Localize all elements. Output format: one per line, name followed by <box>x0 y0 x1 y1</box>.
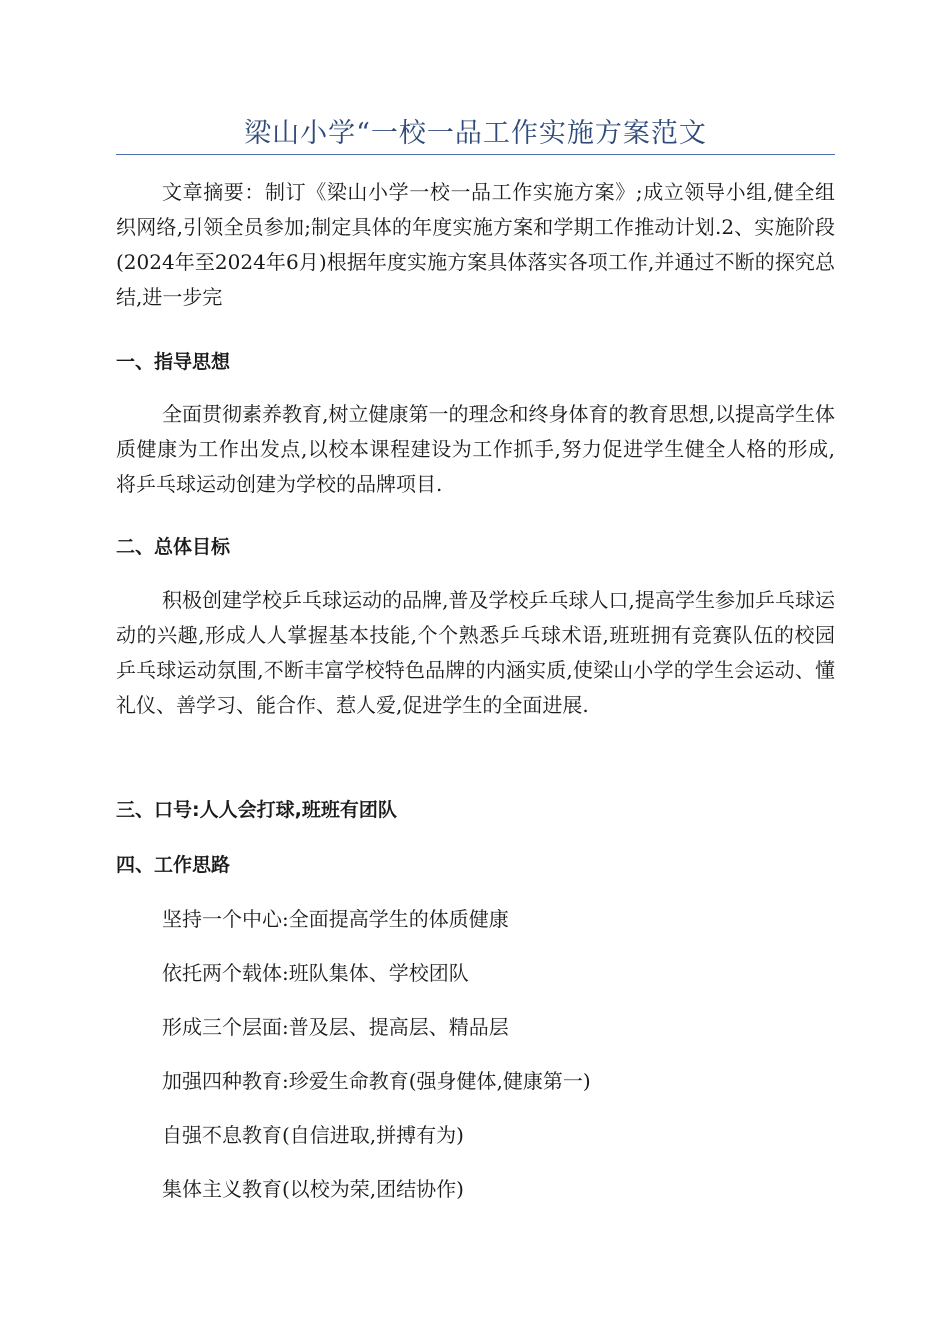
work-approach-item: 形成三个层面:普及层、提高层、精品层 <box>162 1015 509 1039</box>
section-heading-overall-goal: 二、总体目标 <box>116 536 231 558</box>
work-approach-item: 坚持一个中心:全面提高学生的体质健康 <box>162 907 509 931</box>
section-body-overall-goal: 积极创建学校乒乓球运动的品牌,普及学校乒乓球人口,提高学生参加乒乓球运动的兴趣,形成人人掌握基本技能,个个熟悉乒乓球术语,班班拥有竞赛队伍的校园乒乓球运动氛围,不断丰富学校特色品牌的内涵实质,使梁山小学的学生会运动、懂礼仪、善学习、能合作、惹人爱,促进学生的全面进展. <box>116 588 835 717</box>
section-body-guiding-ideology: 全面贯彻素养教育,树立健康第一的理念和终身体育的教育思想,以提高学生体质健康为工作出发点,以校本课程建设为工作抓手,努力促进学生健全人格的形成,将乒乓球运动创建为学校的品牌项目. <box>116 402 835 496</box>
work-approach-item: 依托两个载体:班队集体、学校团队 <box>162 961 469 985</box>
work-approach-item: 加强四种教育:珍爱生命教育(强身健体,健康第一) <box>162 1069 591 1093</box>
section-heading-guiding-ideology: 一、指导思想 <box>116 351 231 373</box>
section-heading-slogan: 三、口号:人人会打球,班班有团队 <box>116 799 397 821</box>
work-approach-item: 自强不息教育(自信进取,拼搏有为) <box>162 1123 464 1147</box>
work-approach-item: 集体主义教育(以校为荣,团结协作) <box>162 1177 464 1201</box>
section-heading-work-approach: 四、工作思路 <box>116 854 231 876</box>
page-title: 梁山小学“一校一品工作实施方案范文 <box>244 118 707 149</box>
title-underline <box>116 154 835 155</box>
abstract-paragraph: 文章摘要：制订《梁山小学一校一品工作实施方案》;成立领导小组,健全组织网络,引领全员参加;制定具体的年度实施方案和学期工作推动计划.2、实施阶段(2024年至2024年6月)根据年度实施方案具体落实各项工作,并通过不断的探究总结,进一步完 <box>116 180 835 309</box>
